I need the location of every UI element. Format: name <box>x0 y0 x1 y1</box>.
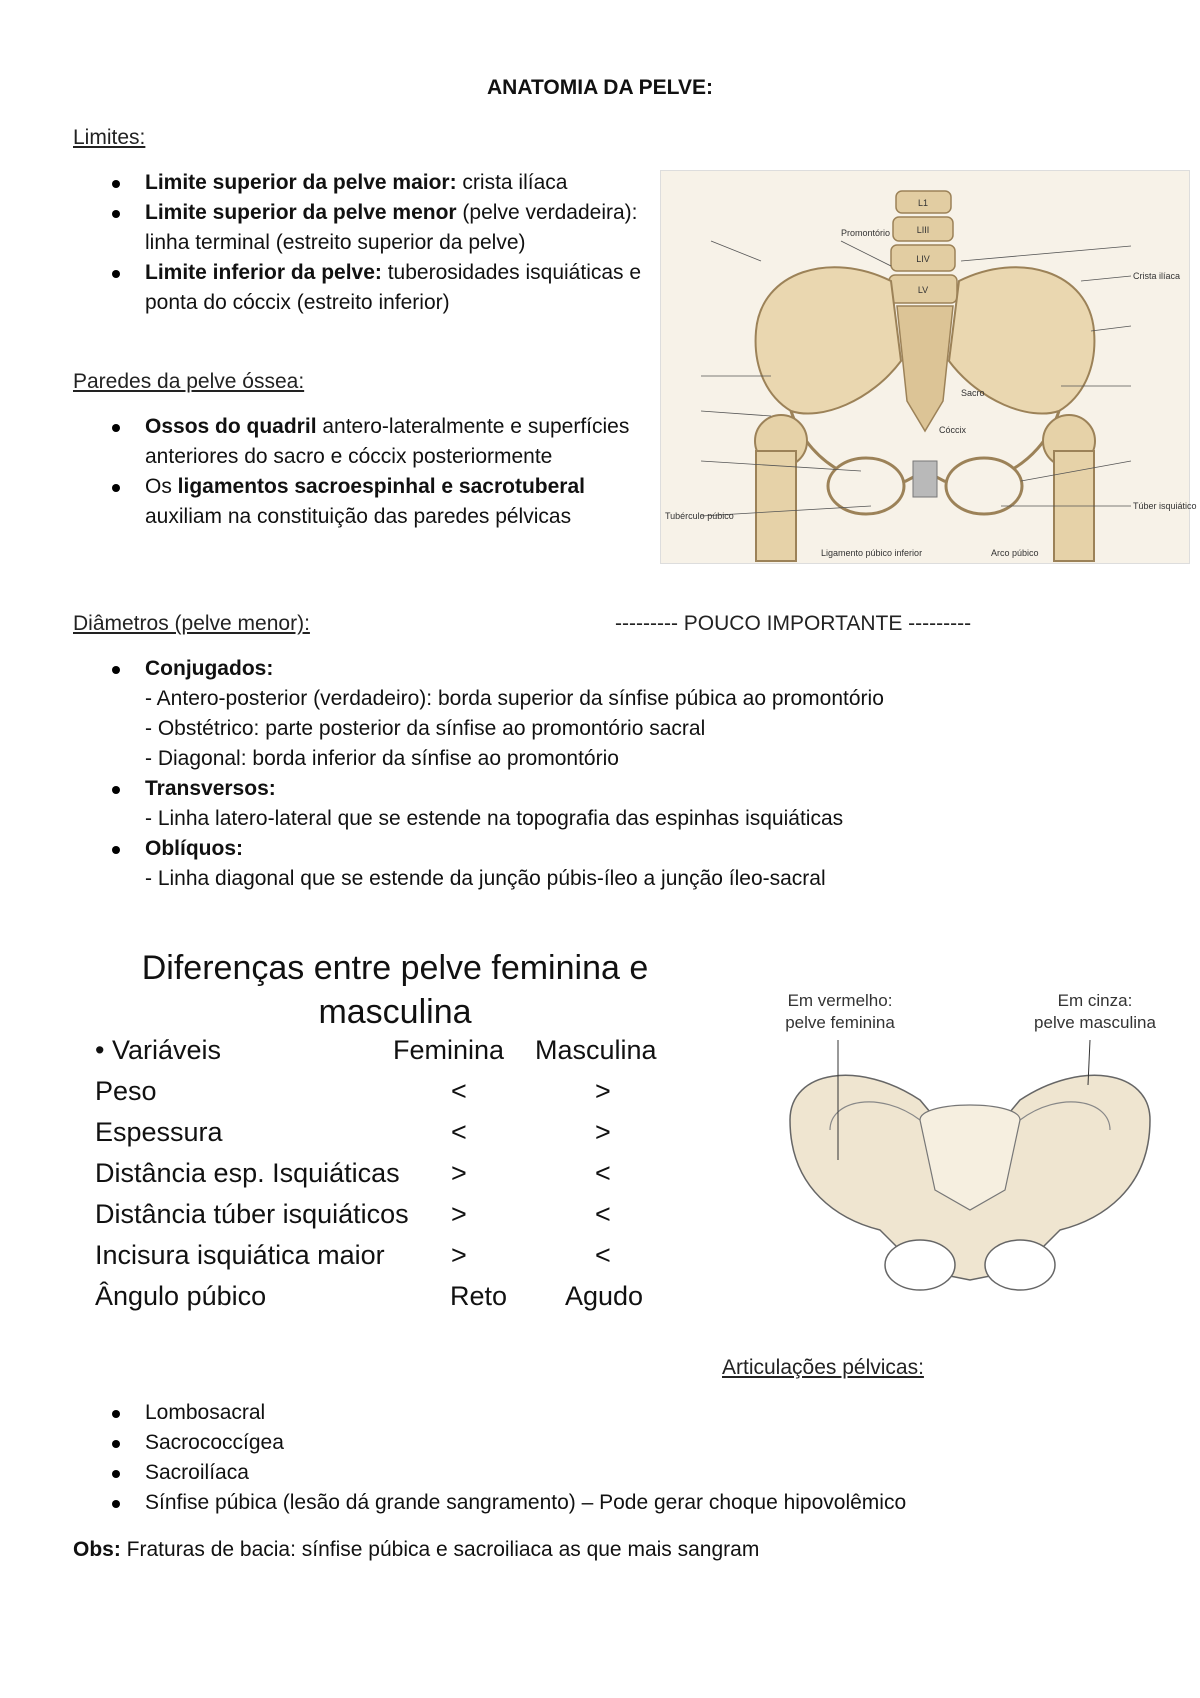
cell-feminina: < <box>451 1076 467 1106</box>
table-title-line2: masculina <box>318 993 472 1031</box>
obs-label: Obs: <box>73 1538 121 1561</box>
item-text: Sacrococcígea <box>145 1431 284 1454</box>
pelvis-anatomy-figure <box>660 170 1197 564</box>
fig1-vertebra-label: L1 <box>917 198 929 208</box>
row-label: Peso <box>95 1076 157 1106</box>
item-subline: - Linha latero-lateral que se estende na topografia das espinhas isquiáticas <box>145 807 844 830</box>
item-bold: ligamentos sacroespinhal e sacrotuberal <box>177 475 585 498</box>
fig1-label-coccix: Cóccix <box>939 425 967 435</box>
item-subline: - Obstétrico: parte posterior da sínfise ao promontório sacral <box>145 717 706 740</box>
list-item <box>72 472 632 532</box>
section-heading-articulacoes: Articulações pélvicas: <box>722 1356 924 1379</box>
cell-masculina: Agudo <box>565 1281 644 1311</box>
item-bold: Ossos do quadril <box>145 415 317 438</box>
cell-feminina: < <box>451 1117 467 1147</box>
col-header-variaveis: • Variáveis <box>95 1035 221 1065</box>
pelvis-comparison-illustration <box>770 1040 1170 1320</box>
fig1-label-tuberculo: Tubérculo púbico <box>665 511 734 521</box>
bullet-icon <box>112 846 120 854</box>
item-subline: - Antero-posterior (verdadeiro): borda superior da sínfise púbica ao promontório <box>145 687 884 710</box>
list-item <box>72 258 652 318</box>
bullet-icon <box>112 1470 120 1478</box>
cell-masculina: < <box>595 1199 611 1229</box>
row-label: Distância túber isquiáticos <box>95 1199 409 1229</box>
cell-masculina: > <box>595 1076 611 1106</box>
cell-feminina: > <box>451 1199 467 1229</box>
item-text: Sínfise púbica (lesão dá grande sangramento) – Pode gerar choque hipovolêmico <box>145 1491 907 1514</box>
cell-feminina: Reto <box>450 1281 508 1311</box>
col-header-masculina: Masculina <box>535 1035 657 1065</box>
label-feminina <box>770 990 910 1034</box>
section-heading-paredes: Paredes da pelve óssea: <box>73 370 305 393</box>
pouco-importante-note: --------- POUCO IMPORTANTE --------- <box>615 612 972 635</box>
fig1-label-sacro: Sacro <box>961 388 985 398</box>
list-item <box>72 654 1072 774</box>
list-item <box>72 774 1072 834</box>
fig1-label-ligamento: Ligamento púbico inferior <box>821 548 923 558</box>
item-subline: - Diagonal: borda inferior da sínfise ao promontório <box>145 747 619 770</box>
label-feminina-line2: pelve feminina <box>785 1013 895 1032</box>
item-text: tuberosidades isquiáticas e ponta do cóccix (estreito inferior) <box>145 261 642 314</box>
item-bold: Limite superior da pelve maior: <box>145 171 457 194</box>
item-bold: Oblíquos: <box>145 837 243 860</box>
comparison-table <box>95 946 695 1034</box>
bullet-icon <box>112 484 120 492</box>
bullet-icon <box>112 786 120 794</box>
diametros-list <box>72 654 1072 894</box>
list-item <box>72 1488 1132 1518</box>
item-text: (pelve verdadeira): linha terminal (estreito superior da pelve) <box>145 201 638 254</box>
row-label: Espessura <box>95 1117 223 1147</box>
item-bold: Limite inferior da pelve: <box>145 261 382 284</box>
limites-list <box>72 168 652 318</box>
list-item <box>72 834 1072 894</box>
list-item <box>72 168 652 198</box>
cell-masculina: < <box>595 1240 611 1270</box>
row-label: Incisura isquiática maior <box>95 1240 385 1270</box>
page-title: ANATOMIA DA PELVE: <box>487 76 713 99</box>
item-text: antero-lateralmente e superfícies anteriores do sacro e cóccix posteriormente <box>145 415 630 468</box>
bullet-icon <box>112 424 120 432</box>
fig1-label-promontorio: Promontório <box>841 228 891 238</box>
bullet-icon <box>112 210 120 218</box>
obs-text: Fraturas de bacia: sínfise púbica e sacroiliaca as que mais sangram <box>120 1538 760 1561</box>
fig1-vertebra-label: LV <box>917 285 929 295</box>
label-feminina-line1: Em vermelho: <box>787 991 893 1010</box>
row-label: Distância esp. Isquiáticas <box>95 1158 400 1188</box>
cell-masculina: > <box>595 1117 611 1147</box>
list-item <box>72 198 652 258</box>
bullet-icon <box>112 270 120 278</box>
fig1-vertebra-label: LIV <box>916 254 930 264</box>
fig1-label-arco: Arco púbico <box>991 548 1039 558</box>
section-heading-diametros: Diâmetros (pelve menor): <box>73 612 310 635</box>
bullet-icon <box>112 1500 120 1508</box>
fig1-vertebra-label: LIII <box>916 225 930 235</box>
label-masculina-line2: pelve masculina <box>1034 1013 1156 1032</box>
pelvis-comparison-figure <box>770 990 1170 1320</box>
section-heading-limites: Limites: <box>73 126 146 149</box>
list-item <box>72 412 632 472</box>
bullet-icon <box>112 666 120 674</box>
item-text: Sacroilíaca <box>145 1461 249 1484</box>
item-bold: Limite superior da pelve menor <box>145 201 457 224</box>
row-label: Ângulo púbico <box>95 1281 267 1311</box>
list-item <box>72 1428 1132 1458</box>
bullet-icon <box>112 1440 120 1448</box>
pelvis-anatomy-illustration <box>661 171 1197 563</box>
articulacoes-list <box>72 1398 1132 1518</box>
label-masculina-line1: Em cinza: <box>1057 991 1133 1010</box>
fig1-label-crista: Crista ilíaca <box>1133 271 1181 281</box>
item-prefix: Os <box>145 475 178 498</box>
item-text: Lombosacral <box>145 1401 266 1424</box>
item-text: auxiliam na constituição das paredes pélvicas <box>145 505 572 528</box>
fig1-label-tuber: Túber isquiático <box>1133 501 1197 511</box>
cell-feminina: > <box>451 1158 467 1188</box>
cell-masculina: < <box>595 1158 611 1188</box>
cell-feminina: > <box>451 1240 467 1270</box>
paredes-list <box>72 412 632 532</box>
bullet-icon <box>112 1410 120 1418</box>
item-bold: Conjugados: <box>145 657 274 680</box>
item-bold: Transversos: <box>145 777 276 800</box>
list-item <box>72 1458 1132 1488</box>
obs-paragraph <box>73 1535 759 1565</box>
list-item <box>72 1398 1132 1428</box>
label-masculina <box>1020 990 1170 1034</box>
table-title-line1: Diferenças entre pelve feminina e <box>141 949 649 987</box>
item-text: crista ilíaca <box>456 171 568 194</box>
bullet-icon <box>112 180 120 188</box>
item-subline: - Linha diagonal que se estende da junção púbis-íleo a junção íleo-sacral <box>145 867 826 890</box>
col-header-feminina: Feminina <box>393 1035 505 1065</box>
